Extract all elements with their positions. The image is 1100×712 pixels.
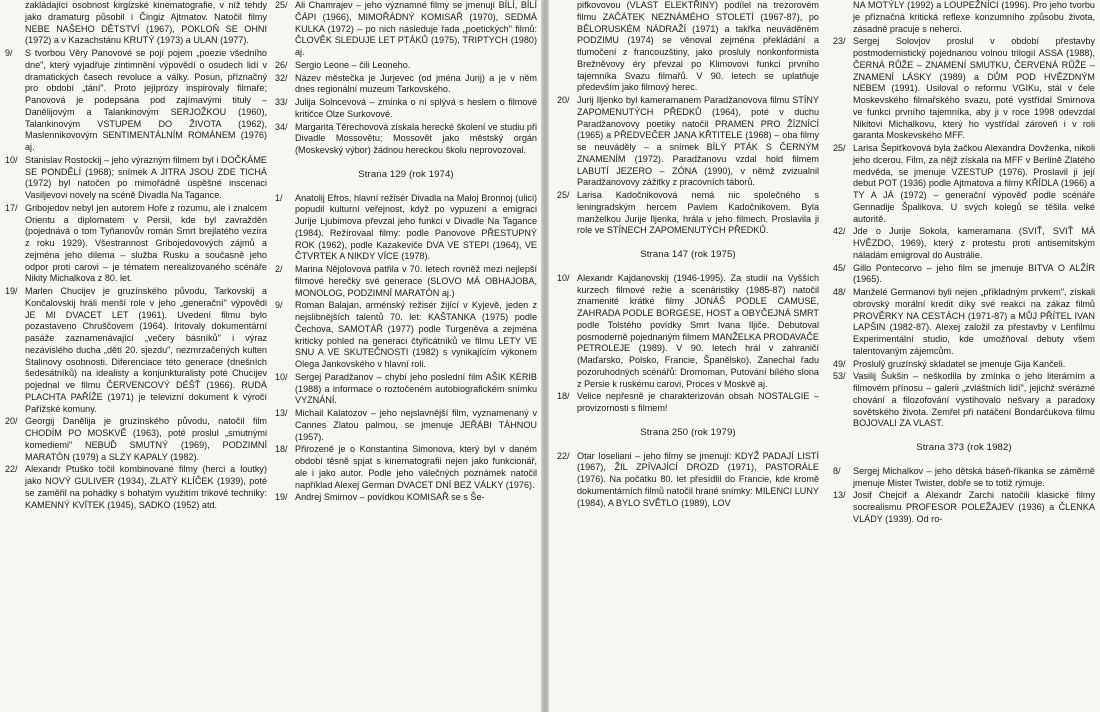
note-text: Název městečka je Jurjevec (od jména Jurij) a je v něm dnes regionální muzeum Tarkovského. <box>295 72 537 95</box>
note-text: Ali Chamrajev – jeho významné filmy se jmenují BÍLÍ, BÍLÍ ČÁPI (1966), MIMOŘÁDNÝ KOMISAŘ (1970), SEDMÁ KULKA (1972) – po nich následuje řada „poetických" filmů: ČLOVĚK SLEDUJE LET PTÁKŮ (1975), TRIPTYCH (1980) aj. <box>295 0 537 57</box>
note-text: Jurij Iljenko byl kameramanem Paradžanovova filmu STÍNY ZAPOMENUTÝCH PŘEDKŮ (1964), poté v duchu Paradžanovovy poetiky natočil PRAMEN PRO ŽÍZNÍCÍ (1965) a PŘEDVEČER JANA KŘTITELE (1968) – oba filmy se neuváděly – a snímek BÍLÝ PTÁK S ČERNÝM ZNAMENÍM (1972). Paradžanovu vzdal hold filmem LABUTÍ JEZERO – ZÓNA (1990), v němž zvizualnil Paradžanovovy zážitky z pracovních táborů. <box>577 95 819 188</box>
note-number: 25/ <box>557 190 570 200</box>
note-number: 10/ <box>557 272 570 283</box>
note-entry <box>275 300 537 371</box>
note-number: 20/ <box>5 416 18 427</box>
note-number: 18/ <box>557 391 570 402</box>
note-entry <box>275 60 537 72</box>
note-text: Vasilij Šukšin – neškodila by zmínka o jeho literárním a filmovém přínosu – galerii „zvláštních lidí", jejichž svérázné chování a filozofování vystihovalo nešvary a paradoxy sovětského života. Zemřel při natáčení Bondarčukova filmu BOJOVALI ZA VLAST. <box>853 371 1095 429</box>
note-number: 19/ <box>5 286 18 296</box>
note-text: Gillo Pontecorvo – jeho film se jmenuje BITVA O ALŽÍR (1965). <box>853 262 1095 285</box>
note-text: Gribojedov nebyl jen autorem Hoře z rozumu, ale i znalcem Orientu a diplomatem v Persii, kde byl zavražděn (pojednává o tom Tyňanovův román Smrt brejlatého vezíra z roku 1929). Všestrannost Gribojedovových zájmů a zejména jeho dilema – služba Rusku a současně jeho odpor proti carovi – je tématem nerealizovaného scénáře Nikity Michalkova z 80. let. <box>25 202 267 284</box>
note-entry <box>833 371 1095 430</box>
note-number: 2/ <box>275 264 283 274</box>
note-entry <box>275 97 537 121</box>
note-text: Larisa Šepiťkovová byla žačkou Alexandra Dovženka, nikoli jeho dcerou. Film, za nějž získala na MFF v Berlíně Zlatého medvěda, se jmenuje VZESTUP (1976). Proslavil ji její debut POT (1936) podle Ajtmatova a filmy KŘÍDLA (1966) a TY A JÁ (1972) – generační výpověď podle scénáře Gennadije Špalikova. U svých kolegů se těšila velké autoritě. <box>853 143 1095 224</box>
note-number: 45/ <box>833 262 846 273</box>
section-heading: Strana 147 (rok 1975) <box>640 249 736 260</box>
left-page <box>0 0 541 712</box>
note-entry <box>5 464 267 511</box>
note-entry <box>5 155 267 202</box>
note-number: 32/ <box>275 72 288 83</box>
note-text: pifkovovou (VLAST ELEKTŘINY) podílel na trezorovém filmu ZAČÁTEK NEZNÁMÉHO STOLETÍ (1967-87), po BĚLORUSKÉM NÁDRAŽÍ (1971) a takřka neuváděném PODZIMU (1974) se věnoval zejména překládání a tlumočení z francouzštiny, jako prosluly nonkonformista Brežněvovy éry převzal po Klimovovi funkci prvního tajemníka Svazu filmařů. V 90. letech se uplatňuje především jako filmový herec. <box>577 0 819 93</box>
note-number: 22/ <box>557 450 570 461</box>
note-text: Jde o Jurije Sokola, kameramana (SVIŤ, SVIŤ MÁ HVĚZDO, 1969), který z protestu proti antisemitským náladám emigroval do Austrálie. <box>853 226 1095 260</box>
note-text: Velice nepřesně je charakterizován obsah NOSTALGIE – provizornosti s filmem! <box>577 391 819 413</box>
section-heading: Strana 129 (rok 1974) <box>358 168 454 180</box>
note-number: 13/ <box>275 408 288 418</box>
note-number: 10/ <box>5 154 18 165</box>
note-entry <box>275 372 537 407</box>
book-gutter <box>541 0 549 712</box>
note-entry <box>275 444 537 491</box>
note-text: Sergej Paradžanov – chybí jeho poslední film AŠIK KERIB (1988) a informace o roztočeném autobiografickém snímku VYZNÁNÍ. <box>295 371 537 406</box>
note-text: Josif Chejcif a Alexandr Zarchi natočili klasické filmy socrealismu PROFESOR POLEŽAJEV (1936) a ČLENKA VLÁDY (1939). Od ro- <box>853 490 1095 524</box>
note-number: 42/ <box>833 226 846 237</box>
note-entry <box>833 359 1095 371</box>
note-text: Georgij Danělija je gruzínského původu, natočil film CHODÍM PO MOSKVĚ (1963), poté proslul „smutnými komediemi" NEBUĎ SMUTNÝ (1969), PODZIMNÍ MARATÓN (1979) a SLZY KAPALY (1982). <box>25 416 267 462</box>
note-entry <box>833 143 1095 225</box>
section-heading: Strana 250 (rok 1979) <box>640 426 736 438</box>
right-page <box>549 0 1100 712</box>
note-text: Marlen Chucijev je gruzínského původu, Tarkovskij a Končalovskij hráli menší role v jeho „generační" výpovědi JE MI DVACET LET (1961). Uvedení filmu bylo pozastaveno Chruščovem (1964). Iritovaly dokumentární pasáže zaznamenávající „večery básníků" i výraz nezávislého ducha „dětí 20. sjezdu", nezmrzačených kulten Stalinovy osobnosti. Diferenciace této generace (dnešních šedesátníků) na idealisty a konjunkturalisty poté Chucijev pojednal ve filmu ČERVENCOVÝ DÉŠŤ (1966). RUDÁ PLACHTA PAŘÍŽE (1971) je televizní dokument k výročí Pařížské komuny. <box>25 286 267 414</box>
note-number: 20/ <box>557 95 570 105</box>
left-page-column-2 <box>275 0 537 712</box>
note-number: 17/ <box>5 202 18 213</box>
note-text: S tvorbou Věry Panovové se pojí pojem „poezie všedního dne", který vyjadřuje zintimnění výpovědí o osudech lidí v dramatických časech revoluce a války. Posun, příznačný pro období „tání". Proto jejíprózy inspirovaly filmaře; Panovová je podepsána pod zajímavými tituly – Danělijovým a Talankinovým SERJOŽKOU (1960), Talankinovým VSTUPEM DO ŽIVOTA (1962), Maslennikovovým SENTIMENTÁLNÍM ROMÁNEM (1976) aj. <box>25 48 267 152</box>
note-number: 8/ <box>833 465 841 476</box>
note-number: 18/ <box>275 444 288 455</box>
note-number: 48/ <box>833 287 846 297</box>
note-entry <box>833 263 1095 287</box>
note-text: Přirozeně je o Konstantina Simonova, který byl v daném období těsně spjat s kinematografii nejen jako funkcionář, ale i jako autor. Podle jeho válečných poznámek natočil například Alexej German DVACET DNÍ BEZ VÁLKY (1976). <box>295 444 537 490</box>
note-entry <box>5 0 267 47</box>
note-text: Anatolij Efros, hlavní režisér Divadla na Maloj Bronnoj (ulici) popudil kulturní veřejnost, když po vypuzení a emigraci Jurije Ljubimova převzal jeho funkci v Divadle Na Tagance (1984). Režírovaal filmy: podle Panovové PŘESTUPNÝ ROK (1962), podle Kazakeviče DVA VE STEPI (1964), VE ČTVRTEK A NIKDY VÍCE (1978). <box>295 192 537 262</box>
note-entry <box>557 190 819 237</box>
note-number: 34/ <box>275 121 288 132</box>
note-number: 9/ <box>275 300 283 311</box>
note-number: 23/ <box>833 36 846 47</box>
note-text: Sergej Michalkov – jeho dětská báseň-říkanka se záměrně jmenuje Mister Twister, dobře se to totiž rýmuje. <box>853 465 1095 488</box>
note-text: Roman Balajan, arménský režisér žijící v Kyjevě, jeden z nejslibnějších talentů 70. let: KAŠTANKA (1975) podle Čechova, SAMOTÁŘ (1977) podle Turgeněva a zejména kriticky pohled na generaci čtyřicátníků ve filmu LETY VE SNU A VE SKUTEČNOSTI (1982) s vynikajícím výkonem Olega Jankovského v hlavní roli. <box>295 300 537 369</box>
note-entry <box>275 193 537 264</box>
note-entry <box>557 273 819 391</box>
left-page-column-1 <box>5 0 267 712</box>
note-entry <box>5 286 267 415</box>
note-text: Andrej Smirnov – povídkou KOMISAŘ se s Še- <box>295 492 485 503</box>
note-text: Sergio Leone – čili Leoneho. <box>295 59 411 70</box>
note-entry <box>557 95 819 189</box>
note-text: Sergej Solovjov proslul v období přestavby postmodernistický pojednanou volnou trilogií ASSA (1988), ČERNÁ RŮŽE – ZNAMENÍ SMUTKU, ČERVENÁ RŮŽE – ZNAMENÍ LÁSKY (1989) a DŮM POD HVĚZDNÝM NEBEM (1991). Usiloval o reformu VGIKu, stál v čele Moskevského filmařského svazu, poté vystřídal Smirnova ve funkci prvního tajemníka, aby ji v roce 1998 odevzdal Nikitovi Michalkovu, který ho vystřídal zároveň i v roli garanta Moskevského MFF. <box>853 36 1095 141</box>
note-text: Alexandr Kajdanovskij (1946-1995). Za studií na Vyšších kurzech filmové režie a scenáristiky (1985-87) natočil znamenité krátké filmy JONÁŠ PODLE CAMUSE, ZAHRADA PODLE BORGESE, HOST a OBYČEJNÁ SMRT podle Tolstého povídky Smrt Ivana Iljiče. Debutoval posmoderně pojednaným filmem MANŽELKA PRODAVAČE PETROLEJE (1989). V 90. letech hrál v zahraničí (Maďarsko, Polsko, Francie, Španělsko). Zanechal řadu pozoruhodných scénářů: Dromoman, Putování bílého slona z Persie k ruskému carovi, Proces v Moskvě aj. <box>577 272 819 389</box>
note-entry <box>275 492 537 504</box>
note-text: Proslulý gruzínský skladatel se jmenuje Gija Kančeli. <box>853 358 1066 369</box>
note-number: 9/ <box>5 48 13 58</box>
note-entry <box>833 287 1095 358</box>
note-number: 25/ <box>275 0 288 10</box>
note-entry <box>275 0 537 59</box>
note-entry <box>5 48 267 154</box>
note-entry <box>833 0 1095 35</box>
note-text: Alexandr Ptuško točil kombinované filmy (herci a loutky) jako NOVÝ GULIVER (1934), ZLATÝ KLÍČEK (1939), poté se zaměřil na pohádky s bohatým využitím trikové techniky: KAMENNÝ KVÍTEK (1945), SADKO (1952) atd. <box>25 464 267 510</box>
note-number: 53/ <box>833 371 846 382</box>
note-entry <box>833 226 1095 261</box>
note-text: Michail Kalatozov – jeho nejslavnější film, vyznamenaný v Cannes Zlatou palmou, se jmenuje JEŘÁBI TÁHNOU (1957). <box>295 408 537 442</box>
note-number: 1/ <box>275 192 283 203</box>
note-text: zakládající osobnost kirgizské kinematografie, v níž tehdy jako dramaturg působil i Čingiz Ajtmatov. Natočil filmy NEBE NAŠEHO DĚTSTVÍ (1967), POKLOŇ SE OHNI (1972) a v Kazachstánu KRUTÝ (1973) a ULAN (1977). <box>25 0 267 46</box>
note-entry <box>275 73 537 97</box>
note-entry <box>557 391 819 415</box>
note-text: Otar Ioseliani – jeho filmy se jmenují: KDYŽ PADAJÍ LISTÍ (1967), ŽIL ZPÍVAJÍCÍ DROZD (1971), PASTORÁLE (1976). Na počátku 80. let přesídlil do Francie, kde kromě dokumentárních filmů natočil hrané snímky: MILENCI LUNY (1984), A BYLO SVĚTLO (1989), LOV <box>577 450 819 508</box>
note-number: 10/ <box>275 371 288 382</box>
section-heading: Strana 373 (rok 1982) <box>916 442 1012 453</box>
note-text: Stanislav Rostockij – jeho výrazným filmem byl i DOČKÁME SE PONDĚLÍ (1968); snímek A JITRA JSOU ZDE TICHÁ (1972) byl natočen po mimořádně úspěšné inscenaci Vasiljevovi novely na scéně Divadla Na Tagance. <box>25 154 267 200</box>
note-number: 13/ <box>833 490 846 501</box>
note-text: Julija Solncevová – zmínka o ní splývá s heslem o filmové kritičce Olze Surkovové. <box>295 97 537 119</box>
note-text: Larisa Kadočnikovová nemá nic společného s leningradským hercem Pavlem Kadočnikovem. Byla manželkou Jurije Iljenka, hrála v jeho filmech. Proslavila ji role ve STÍNECH ZAPOMENUTÝCH PŘEDKŮ. <box>577 190 819 236</box>
note-text: NA MOTÝLY (1992) a LOUPEŽNÍCI (1996). Pro jeho tvorbu je příznačná kritická reflexe konzumního způsobu života, zásadně pracuje s neherci. <box>853 0 1095 34</box>
note-entry <box>833 490 1095 525</box>
right-page-column-2 <box>833 0 1095 712</box>
note-entry <box>275 264 537 299</box>
note-entry <box>833 36 1095 142</box>
note-entry <box>833 466 1095 490</box>
note-number: 33/ <box>275 97 288 107</box>
note-text: Manželé Germanovi byli nejen „příkladným prvkem", získali obrovský morální kredit díky své reakci na zákaz filmů PROVĚRKY NA CESTÁCH (1971-87) a MŮJ PŘÍTEL IVAN LAPŠIN (1982-87). Alexej založil za přestavby v Lenfilmu Experimentální studio, kde umožňoval debuty všem talentovaným zájemcům. <box>853 287 1095 356</box>
note-number: 25/ <box>833 143 846 153</box>
note-entry <box>5 203 267 285</box>
note-entry <box>275 122 537 157</box>
right-page-column-1 <box>557 0 819 712</box>
note-entry <box>275 408 537 443</box>
note-entry <box>557 451 819 510</box>
note-number: 22/ <box>5 464 18 475</box>
note-entry <box>557 0 819 94</box>
note-text: Margarita Těrechovová získala herecké školení ve studiu při Divadle Mossovětu; Mossovět jako městský orgán (Moskevský výbor) žádnou hereckou školu neprovozoval. <box>295 121 537 155</box>
note-number: 19/ <box>275 492 288 503</box>
note-text: Marina Nějolovová patřila v 70. letech rovněž mezi nejlepší filmové herečky své generace (SLOVO MÁ OBHAJOBA, MONOLOG, PODZIMNÍ MARATÓN aj.) <box>295 264 537 298</box>
note-entry <box>5 416 267 463</box>
note-number: 26/ <box>275 59 288 70</box>
note-number: 49/ <box>833 358 846 369</box>
